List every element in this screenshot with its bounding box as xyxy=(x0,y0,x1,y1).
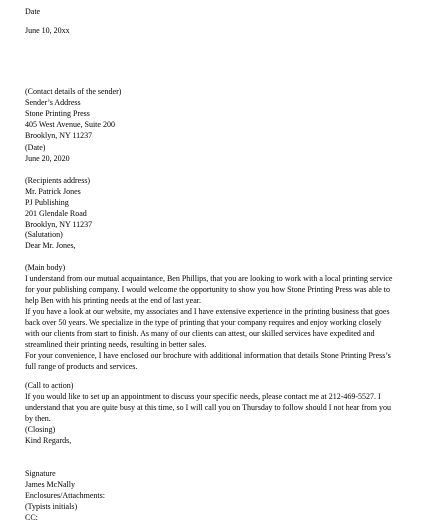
salutation-text: Dear Mr. Jones, xyxy=(25,241,76,250)
body-line: back over 50 years. We specialize in the type of printing that your company requires and enjoy working closely xyxy=(25,318,382,327)
body-line: streamlined their printing needs, resulting in better sales. xyxy=(25,340,207,349)
body-paragraph-3 xyxy=(25,350,430,372)
recipient-line: 201 Glendale Road xyxy=(25,209,87,218)
signature-block xyxy=(25,468,430,523)
sender-line: Stone Printing Press xyxy=(25,109,90,118)
call-to-action-label: (Call to action) xyxy=(25,381,74,390)
sender-line: Brooklyn, NY 11237 xyxy=(25,131,93,140)
sender-block xyxy=(25,86,430,141)
closing-block xyxy=(25,424,430,446)
body-line: for your publishing company. I would welcome the opportunity to show you how Stone Printing Press was able to xyxy=(25,285,390,294)
date-header-value: June 10, 20xx xyxy=(25,26,70,35)
cta-line: understand that you are quite busy at this time, so I will call you on Thursday to follow should I not hear from you xyxy=(25,403,392,412)
recipient-line: PJ Publishing xyxy=(25,198,69,207)
typists-initials: (Typists initials) xyxy=(25,502,78,511)
body-line: For your convenience, I have enclosed our brochure with additional information that details Stone Printing Press’s xyxy=(25,351,391,360)
recipient-label: (Recipients address) xyxy=(25,176,91,185)
body-paragraph-2 xyxy=(25,306,430,350)
closing-label: (Closing) xyxy=(25,425,56,434)
body-line: If you have a look at our website, my associates and I have extensive experience in the printing business that goes xyxy=(25,307,390,316)
body-line: help Ben with his printing needs at the end of last year. xyxy=(25,296,201,305)
enclosures-line: Enclosures/Attachments: xyxy=(25,491,105,500)
body-line: full range of products and services. xyxy=(25,362,138,371)
signer-name: James McNally xyxy=(25,480,75,489)
salutation-label: (Salutation) xyxy=(25,230,63,239)
body-line: with our clients from start to finish. As many of our clients can attest, our skilled services have expedited and xyxy=(25,329,375,338)
recipient-line: Mr. Patrick Jones xyxy=(25,187,81,196)
cta-line: If you would like to set up an appointment to discuss your specific needs, please contact me at 212-469-5527. I xyxy=(25,392,381,401)
recipient-block xyxy=(25,175,430,230)
salutation-block xyxy=(25,229,430,251)
signature-label: Signature xyxy=(25,469,56,478)
cta-line: by then. xyxy=(25,414,51,423)
recipient-line: Brooklyn, NY 11237 xyxy=(25,220,93,229)
sender-label: (Contact details of the sender) xyxy=(25,87,122,96)
main-body xyxy=(25,262,430,306)
closing-text: Kind Regards, xyxy=(25,436,72,445)
body-line: I understand from our mutual acquaintance, Ben Phillips, that you are looking to work with a local printing service xyxy=(25,274,393,283)
call-to-action-block xyxy=(25,380,430,424)
main-body-label: (Main body) xyxy=(25,263,66,272)
cc-line: CC: xyxy=(25,513,38,522)
date-header xyxy=(25,6,430,36)
date-value: June 20, 2020 xyxy=(25,154,70,163)
date-header-label: Date xyxy=(25,7,41,16)
sender-line: 405 West Avenue, Suite 200 xyxy=(25,120,115,129)
date-label: (Date) xyxy=(25,143,46,152)
date-block xyxy=(25,142,430,164)
sender-line: Sender’s Address xyxy=(25,98,81,107)
